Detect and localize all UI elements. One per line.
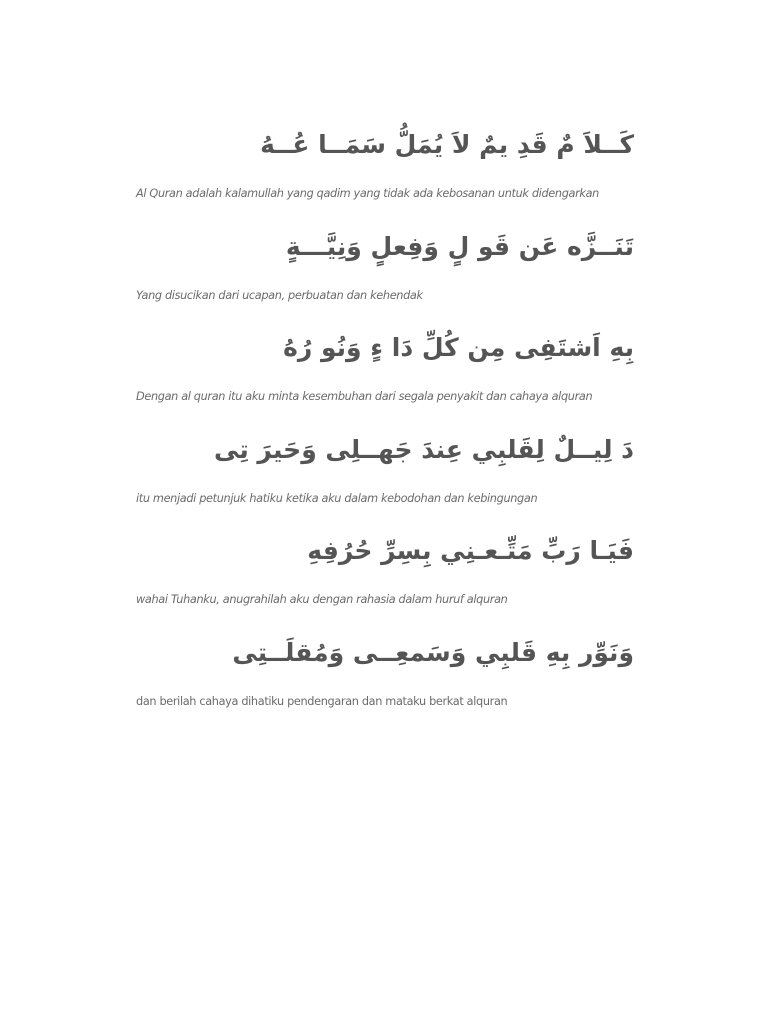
arabic-verse: وَنَوِّر بِهِ قَلبِي وَسَمعِــى وَمُقلَــتِى: [232, 637, 634, 667]
arabic-verse: دَ لِيــلٌ لِقَلبِي عِندَ جَهــلِى وَحَيرَ تِى: [214, 434, 634, 464]
verse-translation: wahai Tuhanku, anugrahilah aku dengan rahasia dalam huruf alquran: [136, 593, 508, 606]
verse-block: [136, 626, 634, 728]
verse-translation: Al Quran adalah kalamullah yang qadim yang tidak ada kebosanan untuk didengarkan: [136, 187, 599, 200]
verse-translation: dan berilah cahaya dihatiku pendengaran dan mataku berkat alquran: [136, 694, 508, 708]
verse-block: [136, 220, 634, 322]
verse-block: [136, 524, 634, 626]
verse-block: [136, 118, 634, 220]
document-page: [136, 118, 634, 727]
verse-translation: Yang disucikan dari ucapan, perbuatan dan kehendak: [136, 288, 423, 302]
arabic-verse: فَيَـا رَبِّ مَتِّـعـنِي بِسِرِّ حُرُفِهِ: [307, 536, 634, 565]
verse-translation: itu menjadi petunjuk hatiku ketika aku dalam kebodohan dan kebingungan: [136, 491, 538, 505]
arabic-verse: بِهِ اَشتَفِى مِن كُلِّ دَا ءٍ وَنُو رُهُ: [283, 333, 634, 362]
verse-block: [136, 321, 634, 423]
verse-translation: Dengan al quran itu aku minta kesembuhan dari segala penyakit dan cahaya alquran: [136, 390, 593, 403]
verse-block: [136, 423, 634, 525]
arabic-verse: كَــلاَ مٌ قَدِ يمٌ لاَ يُمَلُّ سَمَــا عُــهُ: [260, 130, 634, 159]
arabic-verse: تَنَــزَّه عَن قَو لٍ وَفِعلٍ وَنِيَّـــةٍ: [285, 231, 634, 261]
